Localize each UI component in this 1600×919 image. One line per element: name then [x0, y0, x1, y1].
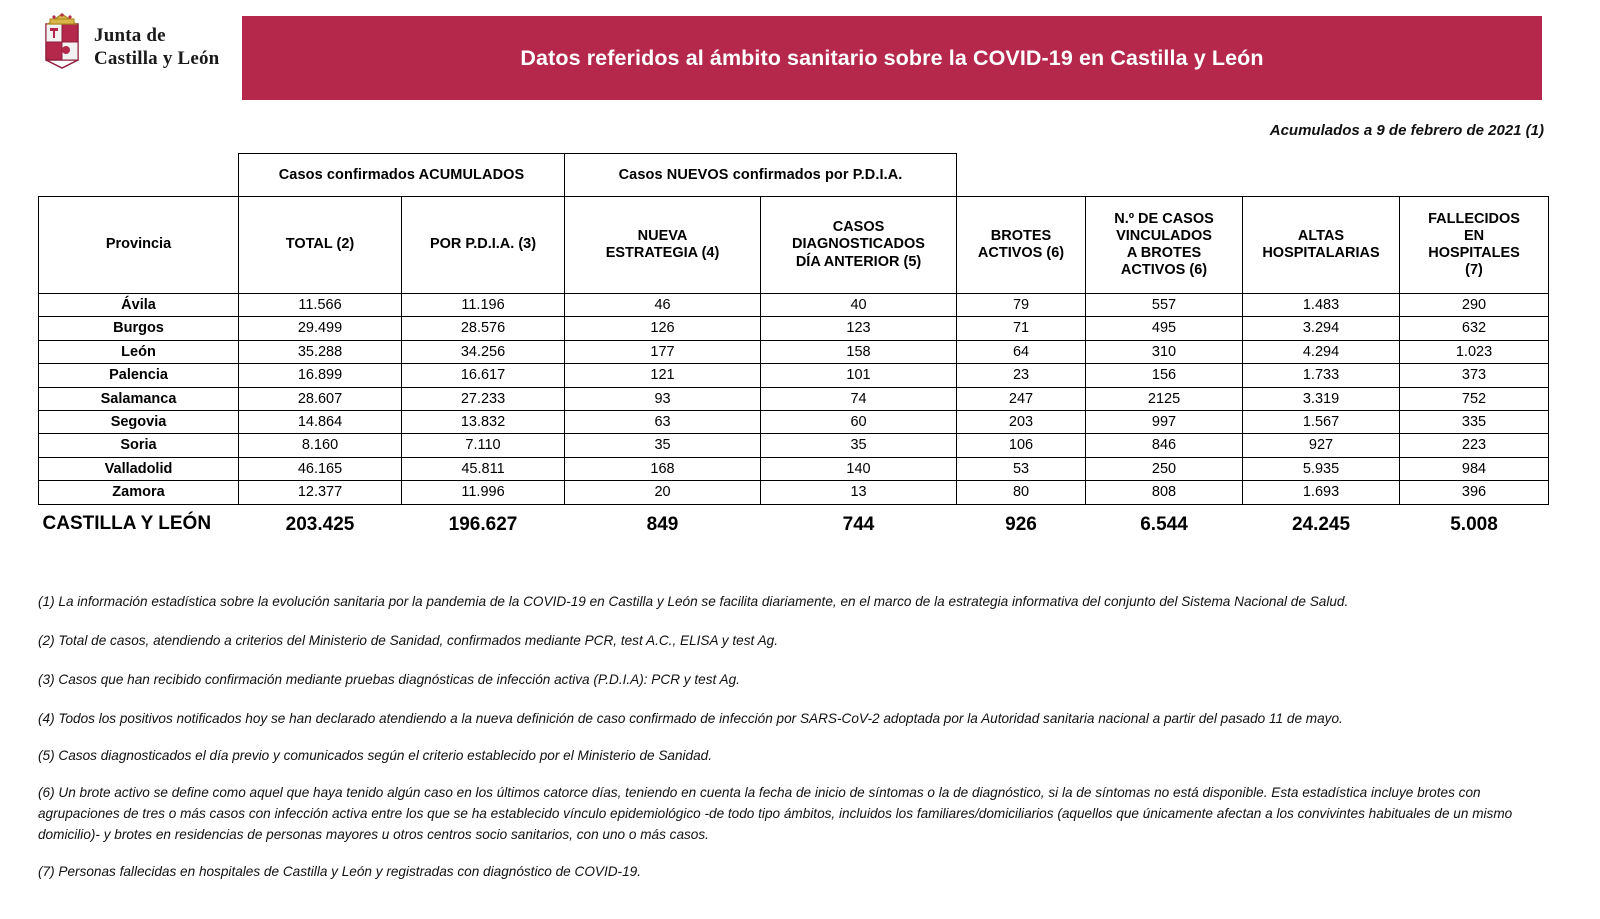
- column-header-line: DÍA ANTERIOR (5): [795, 253, 922, 270]
- coat-of-arms-icon: [38, 10, 86, 72]
- cell-vinculados: 846: [1086, 434, 1243, 457]
- cell-provincia: Zamora: [39, 481, 239, 504]
- cell-pdia: 28.576: [402, 317, 565, 340]
- cell-nueva: 126: [565, 317, 761, 340]
- column-header-line: ESTRATEGIA (4): [605, 245, 720, 261]
- group-header-new-cases: Casos NUEVOS confirmados por P.D.I.A.: [565, 154, 957, 197]
- cell-total: 29.499: [239, 317, 402, 340]
- cell-nueva: 20: [565, 481, 761, 504]
- cell-brotes: 64: [957, 340, 1086, 363]
- cell-fallecidos: 335: [1400, 411, 1549, 434]
- cell-brotes: 106: [957, 434, 1086, 457]
- column-header-line: EN: [1463, 227, 1485, 244]
- cell-total: 12.377: [239, 481, 402, 504]
- column-header-pdia: POR P.D.I.A. (3): [402, 197, 565, 294]
- column-header-total: TOTAL (2): [239, 197, 402, 294]
- group-header-spacer-altas: [1243, 154, 1400, 197]
- logo-line-2: Castilla y León: [94, 48, 220, 70]
- cell-total-altas: 24.245: [1243, 504, 1400, 543]
- cell-altas: 1.693: [1243, 481, 1400, 504]
- table-row: [39, 340, 1549, 363]
- cell-pdia: 13.832: [402, 411, 565, 434]
- column-header-line: (7): [1465, 262, 1483, 279]
- group-header-spacer-brotes: [957, 154, 1086, 197]
- cell-vinculados: 557: [1086, 294, 1243, 317]
- footnote: (4) Todos los positivos notificados hoy se han declarado atendiendo a la nueva definición de caso confirmado de infección por SARS-CoV-2 adoptada por la Autoridad sanitaria nacional a partir del pasado 11 de mayo.: [38, 710, 1343, 726]
- cell-brotes: 79: [957, 294, 1086, 317]
- cell-vinculados: 495: [1086, 317, 1243, 340]
- column-header-line: ACTIVOS (6): [977, 245, 1065, 261]
- cell-brotes: 71: [957, 317, 1086, 340]
- table-row: [39, 364, 1549, 387]
- cell-total: 35.288: [239, 340, 402, 363]
- cell-fallecidos: 984: [1400, 457, 1549, 480]
- column-header-line: ALTAS: [1297, 227, 1345, 244]
- column-header-dia-anterior: [761, 197, 957, 294]
- cell-total-provincia: CASTILLA Y LEÓN: [39, 504, 239, 543]
- table-row: [39, 387, 1549, 410]
- column-header-brotes-activos: [957, 197, 1086, 294]
- group-header-spacer-vinculados: [1086, 154, 1243, 197]
- cell-fallecidos: 373: [1400, 364, 1549, 387]
- cell-altas: 3.294: [1243, 317, 1400, 340]
- table-body: [39, 294, 1549, 543]
- cell-altas: 1.483: [1243, 294, 1400, 317]
- cell-provincia: Soria: [39, 434, 239, 457]
- cell-total-vinculados: 6.544: [1086, 504, 1243, 543]
- group-header-spacer-fallecidos: [1400, 154, 1549, 197]
- cell-provincia: Salamanca: [39, 387, 239, 410]
- table-column-header-row: [39, 197, 1549, 294]
- column-header-vinculados: [1086, 197, 1243, 294]
- cell-fallecidos: 632: [1400, 317, 1549, 340]
- cell-total-nueva: 849: [565, 504, 761, 543]
- cell-provincia: Burgos: [39, 317, 239, 340]
- cell-fallecidos: 1.023: [1400, 340, 1549, 363]
- cell-total-brotes: 926: [957, 504, 1086, 543]
- cell-total: 28.607: [239, 387, 402, 410]
- page-title: Datos referidos al ámbito sanitario sobre la COVID-19 en Castilla y León: [520, 45, 1264, 70]
- cell-anterior: 140: [761, 457, 957, 480]
- cell-total: 8.160: [239, 434, 402, 457]
- cell-nueva: 63: [565, 411, 761, 434]
- cell-anterior: 74: [761, 387, 957, 410]
- cell-brotes: 80: [957, 481, 1086, 504]
- cell-vinculados: 808: [1086, 481, 1243, 504]
- cell-anterior: 158: [761, 340, 957, 363]
- cell-vinculados: 250: [1086, 457, 1243, 480]
- table-row: [39, 294, 1549, 317]
- cell-pdia: 16.617: [402, 364, 565, 387]
- footnote: (7) Personas fallecidas en hospitales de Castilla y León y registradas con diagnóstico de COVID-19.: [38, 864, 641, 880]
- footnote: (5) Casos diagnosticados el día previo y comunicados según el criterio establecido por el Ministerio de Sanidad.: [38, 747, 713, 763]
- cell-total-fallecidos: 5.008: [1400, 504, 1549, 543]
- cell-nueva: 35: [565, 434, 761, 457]
- column-header-provincia: Provincia: [39, 197, 239, 294]
- cell-total-total: 203.425: [239, 504, 402, 543]
- cell-total-anterior: 744: [761, 504, 957, 543]
- group-header-accumulated: Casos confirmados ACUMULADOS: [239, 154, 565, 197]
- cell-brotes: 203: [957, 411, 1086, 434]
- cell-total: 46.165: [239, 457, 402, 480]
- table-total-row: [39, 504, 1549, 543]
- cell-nueva: 46: [565, 294, 761, 317]
- column-header-line: BROTES: [990, 227, 1052, 244]
- cell-provincia: Palencia: [39, 364, 239, 387]
- cell-pdia: 11.996: [402, 481, 565, 504]
- cell-fallecidos: 223: [1400, 434, 1549, 457]
- cell-total-pdia: 196.627: [402, 504, 565, 543]
- cell-brotes: 23: [957, 364, 1086, 387]
- cell-total: 16.899: [239, 364, 402, 387]
- covid-data-table: [38, 153, 1549, 543]
- cell-anterior: 35: [761, 434, 957, 457]
- cell-vinculados: 310: [1086, 340, 1243, 363]
- table-row: [39, 434, 1549, 457]
- footnote: (6) Un brote activo se define como aquel que haya tenido algún caso en los últimos catorce días, teniendo en cuenta la fecha de inicio de síntomas o la de diagnóstico, si la de síntomas no está disponible. Esta estadística incluye brotes con agrupaciones de tres o más casos con infección activa entre los que se ha establecido vínculo epidemiológico -de todo tipo ámbitos, incluidos los familiares/domiciliarios (aquellos que únicamente afectan a los convivintes habituales de un mismo domicilio)- y brotes en residencias de personas mayores u otros centros socio sanitarios, con uno o más casos.: [38, 784, 1513, 843]
- cell-nueva: 177: [565, 340, 761, 363]
- cell-nueva: 93: [565, 387, 761, 410]
- cell-altas: 1.567: [1243, 411, 1400, 434]
- column-header-line: CASOS: [832, 219, 885, 236]
- column-header-fallecidos: [1400, 197, 1549, 294]
- cell-fallecidos: 290: [1400, 294, 1549, 317]
- cell-vinculados: 156: [1086, 364, 1243, 387]
- table-group-header-row: [39, 154, 1549, 197]
- cell-fallecidos: 752: [1400, 387, 1549, 410]
- title-banner: [242, 16, 1542, 100]
- cell-brotes: 247: [957, 387, 1086, 410]
- table-row: [39, 317, 1549, 340]
- footnotes: [38, 591, 1558, 883]
- cell-pdia: 45.811: [402, 457, 565, 480]
- logo-line-1: Junta de: [94, 25, 166, 46]
- cell-provincia: León: [39, 340, 239, 363]
- table-row: [39, 411, 1549, 434]
- table-row: [39, 481, 1549, 504]
- cell-altas: 5.935: [1243, 457, 1400, 480]
- cell-provincia: Valladolid: [39, 457, 239, 480]
- cell-brotes: 53: [957, 457, 1086, 480]
- column-header-nueva-estrategia: [565, 197, 761, 294]
- cell-pdia: 34.256: [402, 340, 565, 363]
- report-header: [0, 0, 1600, 100]
- cell-pdia: 11.196: [402, 294, 565, 317]
- cell-altas: 4.294: [1243, 340, 1400, 363]
- cell-anterior: 123: [761, 317, 957, 340]
- cell-pdia: 27.233: [402, 387, 565, 410]
- cell-total: 11.566: [239, 294, 402, 317]
- cell-total: 14.864: [239, 411, 402, 434]
- column-header-line: NUEVA: [637, 227, 688, 244]
- group-header-spacer: [39, 154, 239, 197]
- cell-anterior: 101: [761, 364, 957, 387]
- footnote: (1) La información estadística sobre la evolución sanitaria por la pandemia de la COVID-19 en Castilla y León se facilita diariamente, en el marco de la estrategia informativa del conjunto del Sistema Nacional de Salud.: [38, 593, 1349, 609]
- data-table-wrap: [38, 153, 1548, 543]
- cell-provincia: Ávila: [39, 294, 239, 317]
- accumulated-date-note: Acumulados a 9 de febrero de 2021 (1): [1269, 122, 1544, 139]
- cell-anterior: 13: [761, 481, 957, 504]
- cell-provincia: Segovia: [39, 411, 239, 434]
- cell-nueva: 168: [565, 457, 761, 480]
- footnote: (3) Casos que han recibido confirmación mediante pruebas diagnósticas de infección activa (P.D.I.A): PCR y test Ag.: [38, 671, 740, 687]
- cell-altas: 3.319: [1243, 387, 1400, 410]
- cell-anterior: 60: [761, 411, 957, 434]
- cell-fallecidos: 396: [1400, 481, 1549, 504]
- logo-text: [94, 10, 219, 70]
- column-header-line: HOSPITALES: [1428, 245, 1520, 261]
- column-header-line: N.º DE CASOS: [1114, 210, 1214, 227]
- cell-altas: 927: [1243, 434, 1400, 457]
- column-header-line: A BROTES: [1126, 245, 1202, 261]
- column-header-altas: [1243, 197, 1400, 294]
- cell-pdia: 7.110: [402, 434, 565, 457]
- cell-vinculados: 2125: [1086, 387, 1243, 410]
- cell-nueva: 121: [565, 364, 761, 387]
- column-header-line: VINCULADOS: [1116, 227, 1212, 244]
- cell-anterior: 40: [761, 294, 957, 317]
- cell-altas: 1.733: [1243, 364, 1400, 387]
- table-row: [39, 457, 1549, 480]
- column-header-line: DIAGNOSTICADOS: [792, 236, 925, 253]
- column-header-line: ACTIVOS (6): [1120, 262, 1208, 279]
- column-header-line: FALLECIDOS: [1428, 210, 1520, 227]
- footnote: (2) Total de casos, atendiendo a criterios del Ministerio de Sanidad, confirmados mediante PCR, test A.C., ELISA y test Ag.: [38, 632, 778, 648]
- cell-vinculados: 997: [1086, 411, 1243, 434]
- logo-block: [0, 10, 240, 72]
- column-header-line: HOSPITALARIAS: [1262, 245, 1380, 261]
